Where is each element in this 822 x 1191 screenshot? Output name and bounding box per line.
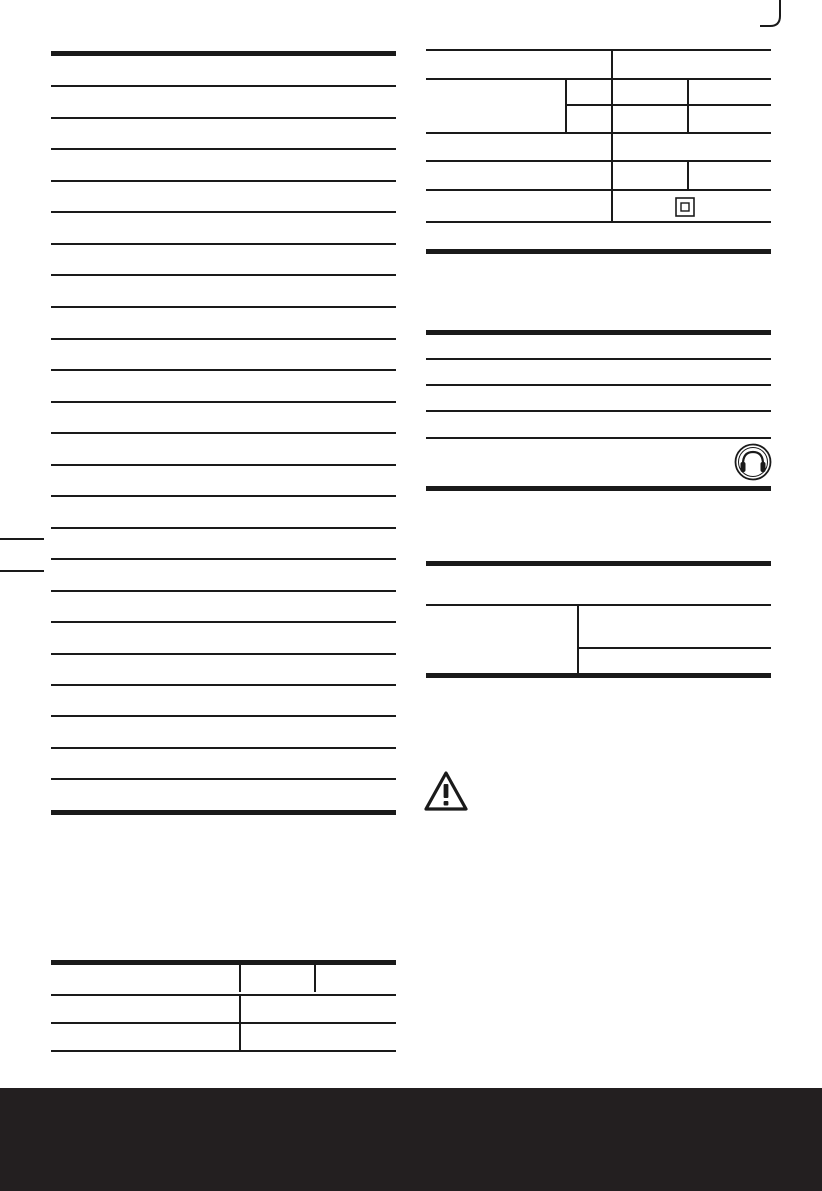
table-row bbox=[51, 590, 396, 592]
table-bottom-rule bbox=[426, 249, 771, 254]
table-row bbox=[51, 306, 396, 308]
table-row bbox=[426, 49, 771, 51]
table-row bbox=[51, 653, 396, 655]
table-row bbox=[426, 221, 771, 223]
table-row bbox=[565, 104, 771, 106]
table-top-rule bbox=[51, 960, 396, 965]
table-row bbox=[51, 1022, 396, 1024]
column-divider bbox=[611, 49, 613, 79]
table-row bbox=[51, 495, 396, 497]
table-row bbox=[426, 189, 771, 191]
table-bottom-rule bbox=[426, 486, 771, 491]
table-row bbox=[51, 558, 396, 560]
table-row bbox=[426, 437, 771, 439]
table-row bbox=[426, 604, 771, 606]
table-row bbox=[51, 432, 396, 434]
warning-triangle-icon bbox=[423, 770, 469, 812]
table-row bbox=[51, 464, 396, 466]
table-row bbox=[51, 621, 396, 623]
table-row bbox=[51, 274, 396, 276]
table-row bbox=[51, 148, 396, 150]
double-insulation-icon bbox=[675, 197, 695, 217]
table-row bbox=[51, 1050, 396, 1052]
column-divider bbox=[611, 132, 613, 222]
table-row bbox=[51, 994, 396, 996]
crop-mark bbox=[760, 0, 800, 40]
table-row bbox=[51, 243, 396, 245]
column-divider bbox=[314, 960, 316, 992]
table-bottom-rule bbox=[426, 673, 771, 678]
table-row bbox=[51, 747, 396, 749]
table-row bbox=[577, 647, 771, 649]
table-row bbox=[51, 338, 396, 340]
table-row bbox=[51, 117, 396, 119]
ear-protection-icon bbox=[734, 443, 772, 481]
table-row bbox=[426, 384, 771, 386]
table-row bbox=[51, 715, 396, 717]
column-divider bbox=[687, 160, 689, 189]
table-top-rule bbox=[51, 51, 396, 56]
footer-band bbox=[0, 1088, 822, 1191]
table-row bbox=[426, 132, 771, 134]
table-row bbox=[426, 410, 771, 412]
table-row bbox=[51, 211, 396, 213]
column-divider bbox=[239, 960, 241, 992]
table-row bbox=[51, 180, 396, 182]
table-row bbox=[51, 778, 396, 780]
table-top-rule bbox=[426, 561, 771, 566]
table-row bbox=[426, 160, 771, 162]
table-bottom-rule bbox=[51, 810, 396, 815]
table-row bbox=[426, 358, 771, 360]
column-divider bbox=[577, 604, 579, 676]
table-row bbox=[51, 401, 396, 403]
table-row bbox=[51, 527, 396, 529]
table-top-rule bbox=[426, 330, 771, 335]
table-row bbox=[51, 369, 396, 371]
table-row bbox=[426, 78, 771, 80]
table-row bbox=[51, 684, 396, 686]
table-row bbox=[51, 85, 396, 87]
